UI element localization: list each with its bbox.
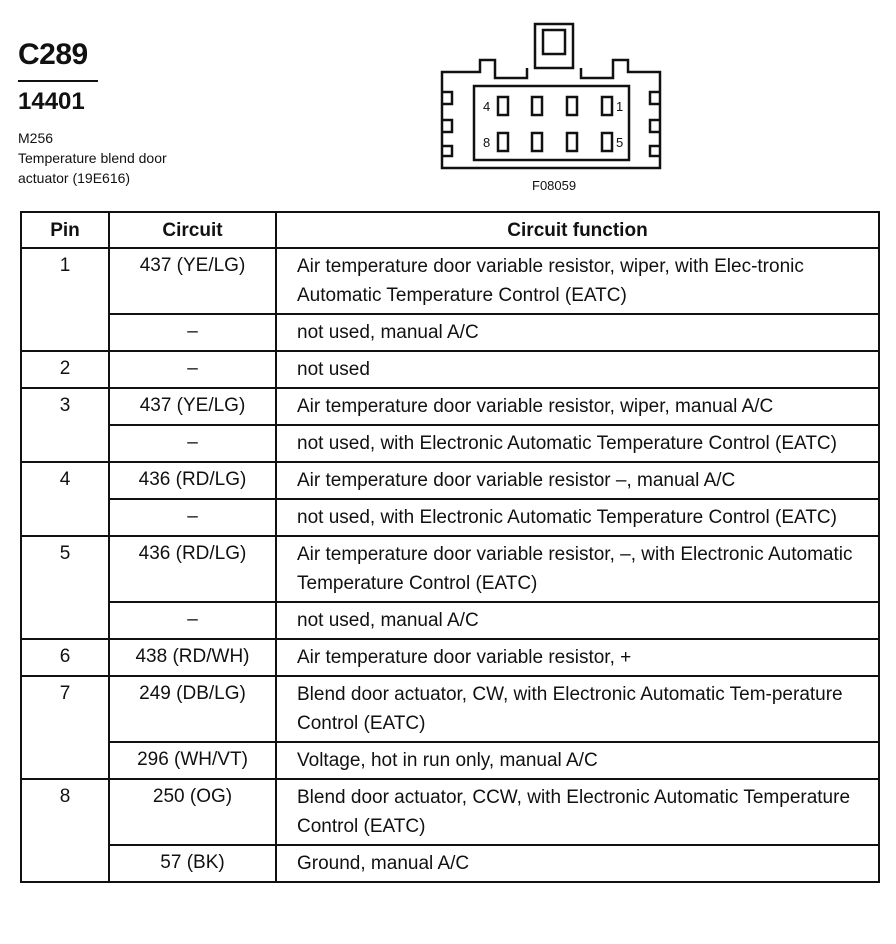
circuit-cell: 57 (BK) [109,845,276,882]
header-divider [18,80,98,82]
connector-latch-window [543,30,565,54]
header-function: Circuit function [276,212,879,248]
function-cell: Air temperature door variable resistor, –, with Electronic Automatic Temperature Control (EATC) [276,536,879,602]
part-number: 14401 [18,88,85,115]
table-row [21,425,879,462]
pinout-table [20,211,880,883]
function-cell: Blend door actuator, CCW, with Electronic Automatic Temperature Control (EATC) [276,779,879,845]
function-cell: not used, with Electronic Automatic Temperature Control (EATC) [276,425,879,462]
pin-cavity [602,97,612,115]
pin-label-top-right: 1 [616,99,624,114]
pin-label-bottom-left: 8 [483,135,491,150]
table-row [21,676,879,742]
circuit-cell: – [109,314,276,351]
function-cell: Air temperature door variable resistor, wiper, manual A/C [276,388,879,425]
pin-cavity [602,133,612,151]
pin-cavity [532,133,542,151]
function-cell: not used, manual A/C [276,602,879,639]
pin-cell: 3 [21,388,109,462]
circuit-cell: 296 (WH/VT) [109,742,276,779]
table-row [21,742,879,779]
pin-cavity [567,133,577,151]
table-row [21,639,879,676]
function-cell: Air temperature door variable resistor, wiper, with Elec-tronic Automatic Temperature Control (EATC) [276,248,879,314]
table-row [21,536,879,602]
function-cell: Air temperature door variable resistor, + [276,639,879,676]
pin-cell: 1 [21,248,109,351]
component-desc-line2: actuator (19E616) [18,170,131,186]
pin-label-top-left: 4 [483,99,491,114]
table-row [21,248,879,314]
pin-cell: 7 [21,676,109,779]
circuit-cell: 436 (RD/LG) [109,536,276,602]
pin-cavities [498,97,612,151]
pin-cavity [532,97,542,115]
pin-cell: 6 [21,639,109,676]
function-cell: Air temperature door variable resistor –, manual A/C [276,462,879,499]
table-header-row [21,212,879,248]
connector-left-ribs [442,92,452,156]
pin-label-bottom-right: 5 [616,135,624,150]
pin-cell: 4 [21,462,109,536]
component-info [18,128,167,188]
function-cell: Blend door actuator, CW, with Electronic Automatic Tem-perature Control (EATC) [276,676,879,742]
pin-cell: 8 [21,779,109,882]
pin-cell: 5 [21,536,109,639]
component-desc-line1: Temperature blend door [18,150,167,166]
table-row [21,779,879,845]
pin-cavity [567,97,577,115]
circuit-cell: 436 (RD/LG) [109,462,276,499]
header-circuit: Circuit [109,212,276,248]
pin-cavity [498,97,508,115]
function-cell: Voltage, hot in run only, manual A/C [276,742,879,779]
circuit-cell: 249 (DB/LG) [109,676,276,742]
connector-id: C289 [18,38,88,71]
circuit-cell: 437 (YE/LG) [109,248,276,314]
header-pin: Pin [21,212,109,248]
function-cell: not used [276,351,879,388]
component-code: M256 [18,130,54,146]
circuit-cell: – [109,351,276,388]
circuit-cell: 438 (RD/WH) [109,639,276,676]
table-row [21,314,879,351]
circuit-cell: – [109,602,276,639]
function-cell: Ground, manual A/C [276,845,879,882]
figure-id: F08059 [532,178,577,193]
function-cell: not used, with Electronic Automatic Temperature Control (EATC) [276,499,879,536]
circuit-cell: 250 (OG) [109,779,276,845]
pin-cell: 2 [21,351,109,388]
table-row [21,388,879,425]
circuit-cell: – [109,499,276,536]
circuit-cell: 437 (YE/LG) [109,388,276,425]
connector-face-diagram [430,20,680,180]
pin-cavity [498,133,508,151]
connector-right-ribs [650,92,660,156]
table-row [21,351,879,388]
table-row [21,499,879,536]
table-row [21,845,879,882]
circuit-cell: – [109,425,276,462]
table-row [21,462,879,499]
table-row [21,602,879,639]
function-cell: not used, manual A/C [276,314,879,351]
